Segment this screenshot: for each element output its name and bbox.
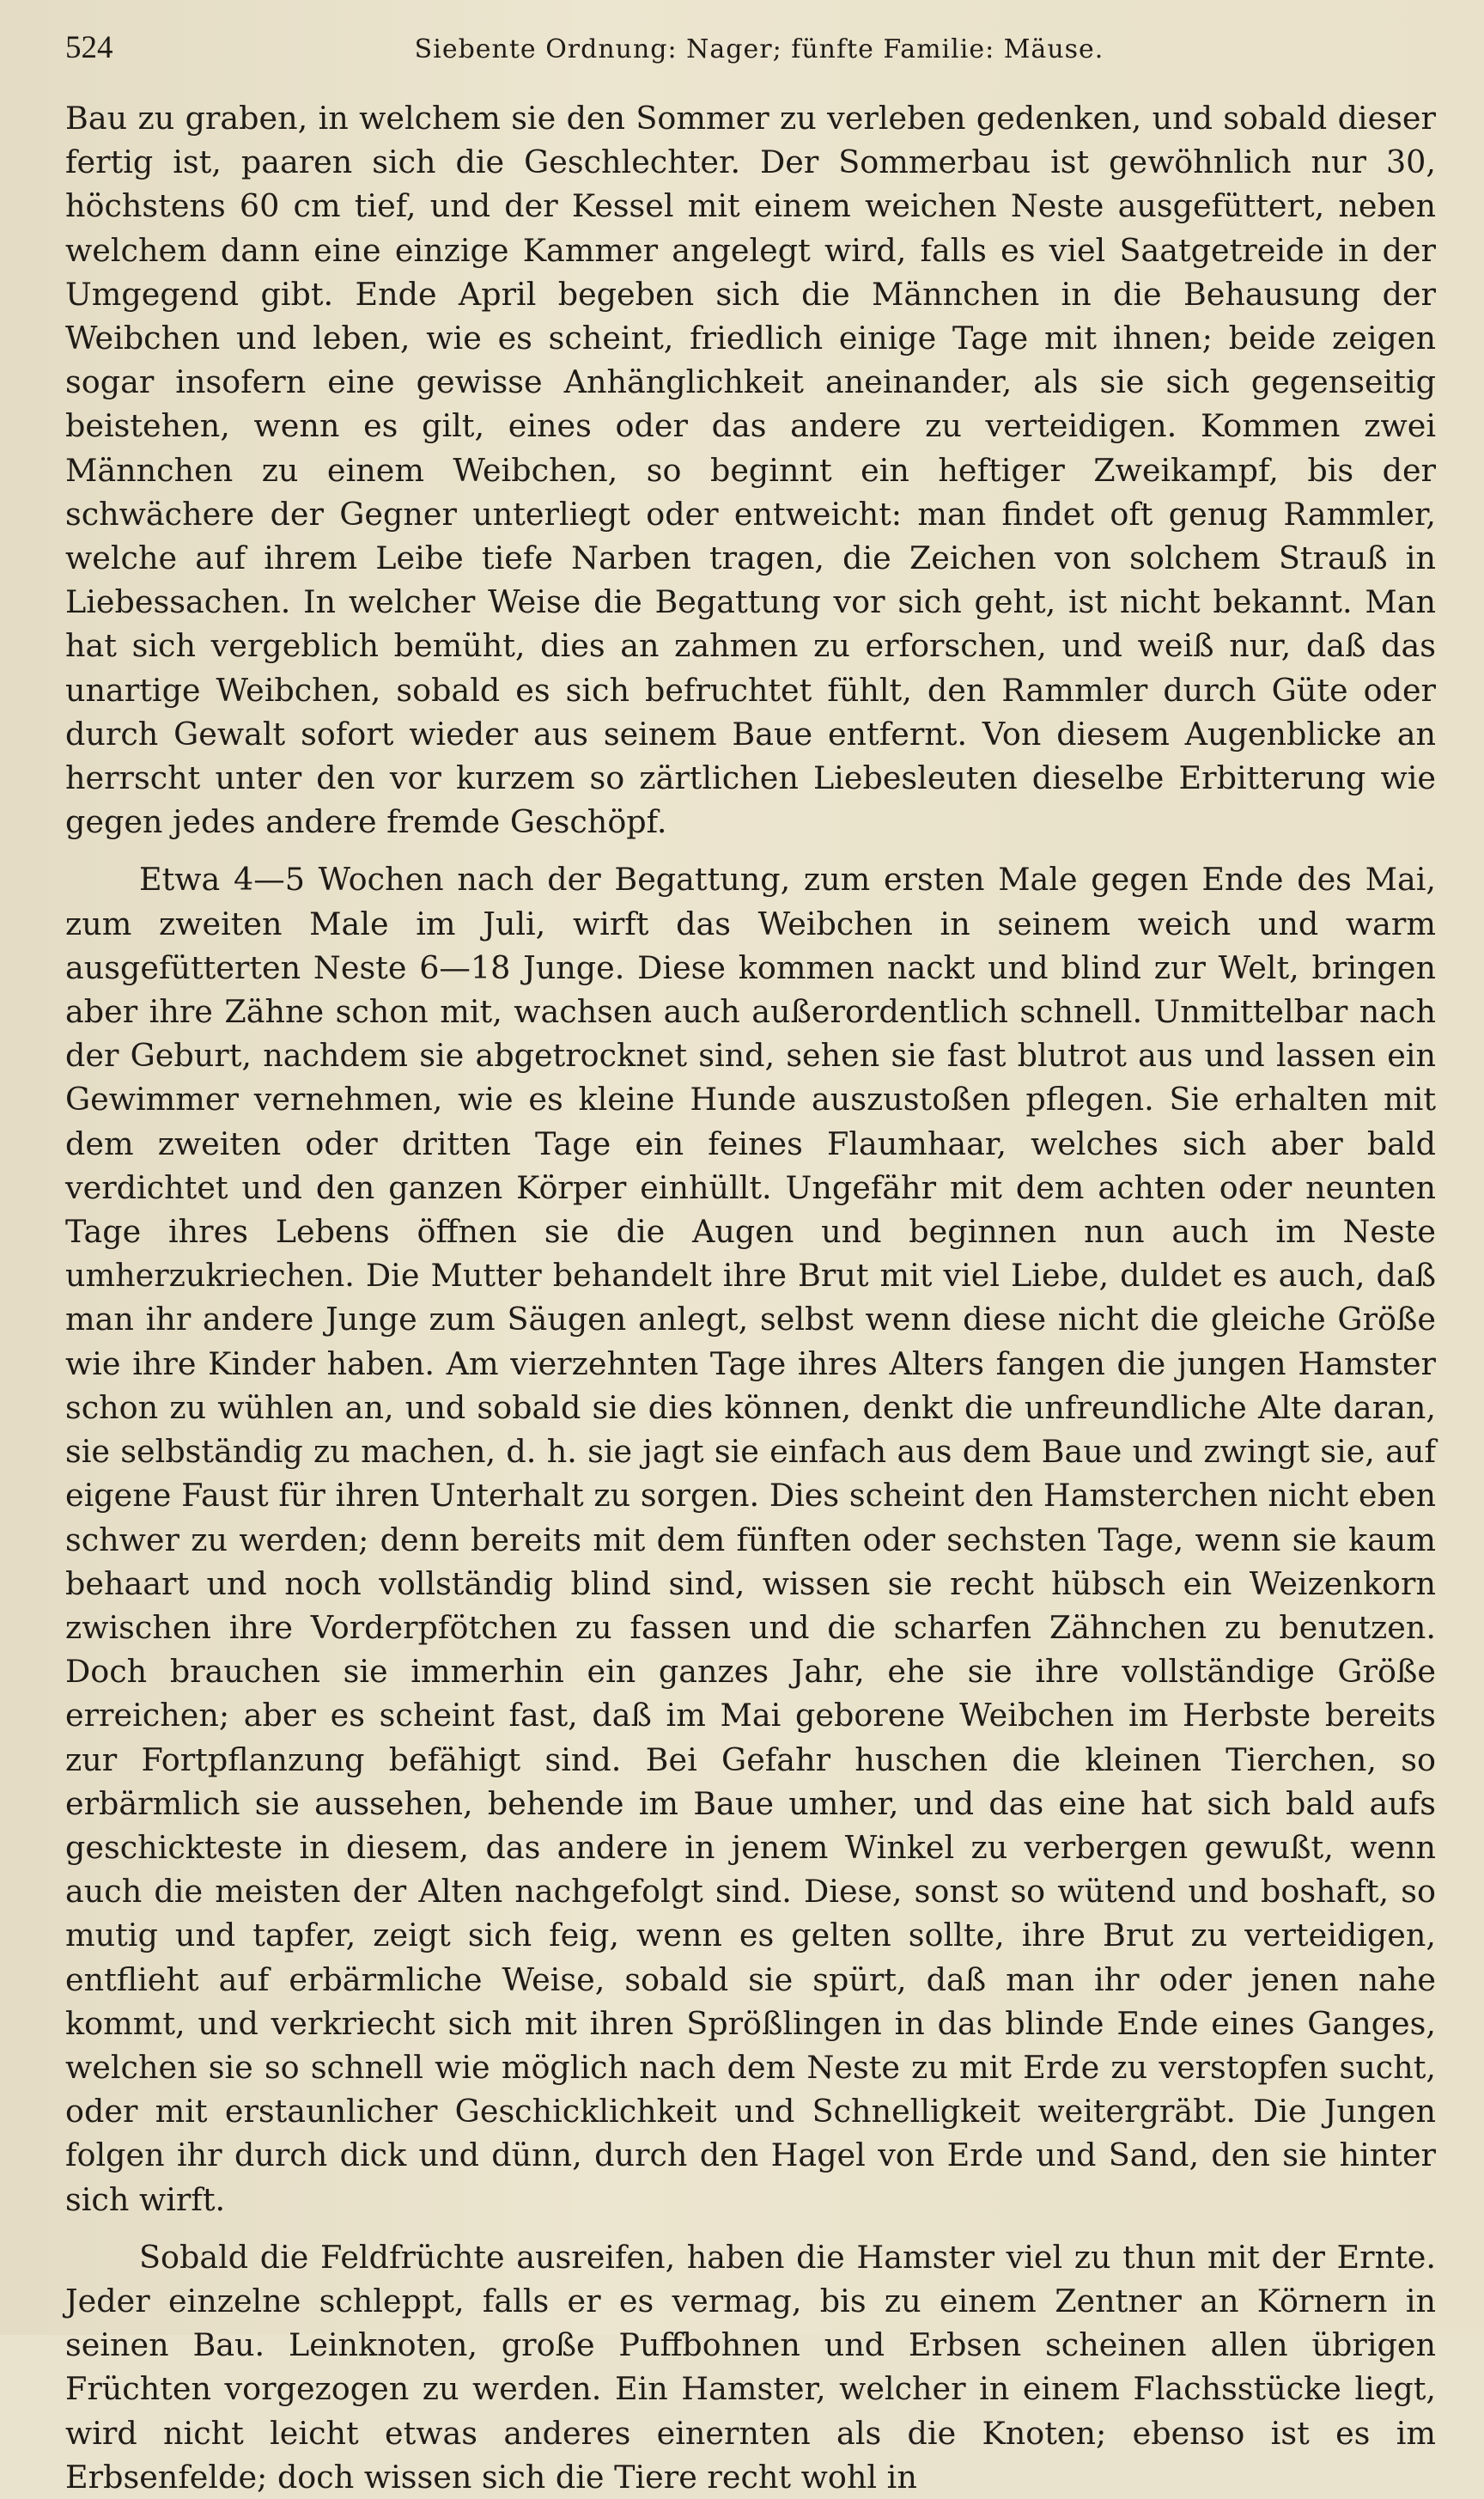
paragraph: Sobald die Feldfrüchte ausreifen, haben die Hamster viel zu thun mit der Ernte. Jeder einzelne schleppt, falls er es vermag, bis zu einem Zentner an Körnern in seinen Bau. Leinknoten, große Puffbohnen und Erbsen scheinen allen übrigen Früchten vorgezogen zu werden. Ein Hamster, welcher in einem Flachsstücke liegt, wird nicht leicht etwas anderes einernten als die Knoten; ebenso ist es im Erbsenfelde; doch wissen sich die Tiere recht wohl in (65, 2238, 1436, 2496)
page-body (65, 96, 1436, 2499)
page-header (65, 29, 1436, 81)
paragraph: Etwa 4—5 Wochen nach der Begattung, zum ersten Male gegen Ende des Mai, zum zweiten Male im Juli, wirft das Weibchen in seinem weich und warm ausgefütterten Neste 6—18 Junge. Diese kommen nackt und blind zur Welt, bringen aber ihre Zähne schon mit, wachsen auch außerordentlich schnell. Unmittelbar nach der Geburt, nachdem sie abgetrocknet sind, sehen sie fast blutrot aus und lassen ein Gewimmer vernehmen, wie es kleine Hunde auszustoßen pflegen. Sie erhalten mit dem zweiten oder dritten Tage ein feines Flaumhaar, welches sich aber bald verdichtet und den ganzen Körper einhüllt. Ungefähr mit dem achten oder neunten Tage ihres Lebens öffnen sie die Augen und beginnen nun auch im Neste umherzukriechen. Die Mutter behandelt ihre Brut mit viel Liebe, duldet es auch, daß man ihr andere Junge zum Säugen anlegt, selbst wenn diese nicht die gleiche Größe wie ihre Kinder haben. Am vierzehnten Tage ihres Alters fangen die jungen Hamster schon zu wühlen an, und sobald sie dies können, denkt die unfreundliche Alte daran, sie selbständig zu machen, d. h. sie jagt sie einfach aus dem Baue und zwingt sie, auf eigene Faust für ihren Unterhalt zu sorgen. Dies scheint den Hamsterchen nicht eben schwer zu werden; denn bereits mit dem fünften oder sechsten Tage, wenn sie kaum behaart und noch vollständig blind sind, wissen sie recht hübsch ein Weizenkorn zwischen ihre Vorderpfötchen zu fassen und die scharfen Zähnchen zu benutzen. Doch brauchen sie immerhin ein ganzes Jahr, ehe sie ihre vollständige Größe erreichen; aber es scheint fast, daß im Mai geborene Weibchen im Herbste bereits zur Fortpflanzung befähigt sind. Bei Gefahr huschen die kleinen Tierchen, so erbärmlich sie aussehen, behende im Baue umher, und das eine hat sich bald aufs geschickteste in diesem, das andere in jenem Winkel zu verbergen gewußt, wenn auch die meisten der Alten nachgefolgt sind. Diese, sonst so wütend und boshaft, so mutig und tapfer, zeigt sich feig, wenn es gelten sollte, ihre Brut zu verteidigen, entflieht auf erbärmliche Weise, sobald sie spürt, daß man ihr oder jenen nahe kommt, und verkriecht sich mit ihren Sprößlingen in das blinde Ende eines Ganges, welchen sie so schnell wie möglich nach dem Neste zu mit Erde zu verstopfen sucht, oder mit erstaunlicher Geschicklichkeit und Schnelligkeit weitergräbt. Die Jungen folgen ihr durch dick und dünn, durch den Hagel von Erde und Sand, den sie hinter sich wirft. (65, 861, 1436, 2218)
paragraph: Bau zu graben, in welchem sie den Sommer zu verleben gedenken, und sobald dieser fertig ist, paaren sich die Geschlechter. Der Sommerbau ist gewöhnlich nur 30, höchstens 60 cm tief, und der Kessel mit einem weichen Neste ausgefüttert, neben welchem dann eine einzige Kammer angelegt wird, falls es viel Saatgetreide in der Umgegend gibt. Ende April begeben sich die Männchen in die Behausung der Weibchen und leben, wie es scheint, friedlich einige Tage mit ihnen; beide zeigen sogar insofern eine gewisse Anhänglichkeit aneinander, als sie sich gegenseitig beistehen, wenn es gilt, eines oder das andere zu verteidigen. Kommen zwei Männchen zu einem Weibchen, so beginnt ein heftiger Zweikampf, bis der schwächere der Gegner unterliegt oder entweicht: man findet oft genug Rammler, welche auf ihrem Leibe tiefe Narben tragen, die Zeichen von solchem Strauß in Liebessachen. In welcher Weise die Begattung vor sich geht, ist nicht bekannt. Man hat sich vergeblich bemüht, dies an zahmen zu erforschen, und weiß nur, daß das unartige Weibchen, sobald es sich befruchtet fühlt, den Rammler durch Güte oder durch Gewalt sofort wieder aus seinem Baue entfernt. Von diesem Augenblicke an herrscht unter den vor kurzem so zärtlichen Liebesleuten dieselbe Erbitterung wie gegen jedes andere fremde Geschöpf. (65, 100, 1436, 841)
page-number: 524 (65, 30, 113, 65)
running-head: Siebente Ordnung: Nager; fünfte Familie: Mäuse. (414, 34, 1104, 64)
